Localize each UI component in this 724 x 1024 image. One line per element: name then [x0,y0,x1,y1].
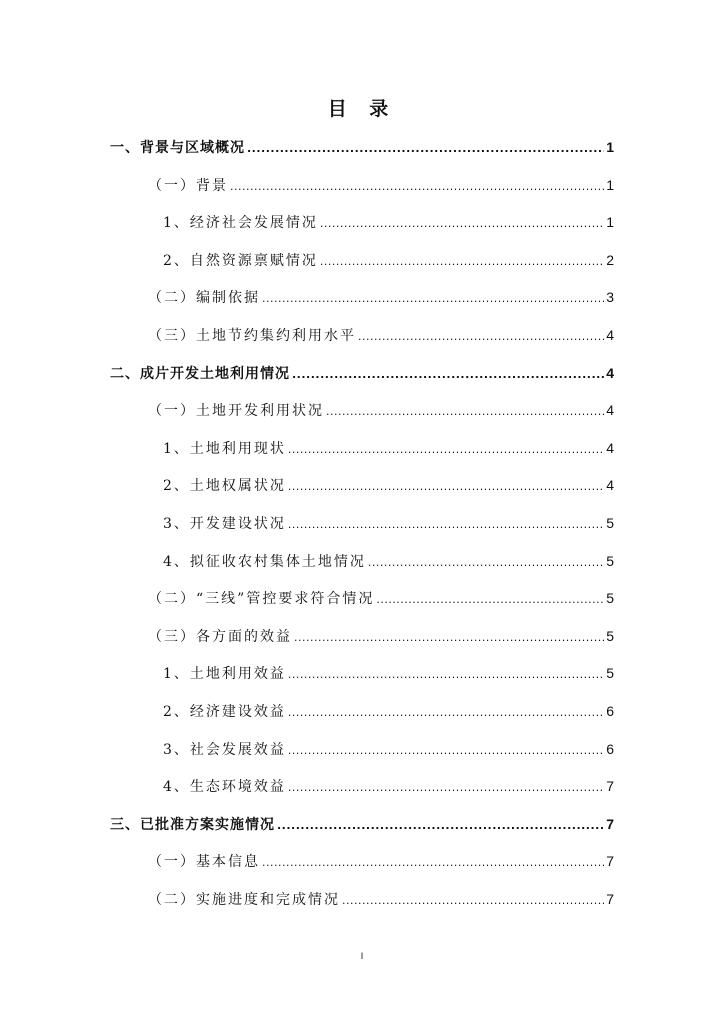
toc-entry-page: 7 [606,853,614,870]
toc-leader-dots [288,741,604,761]
toc-entry-label: 2、土地权属状况 [163,478,286,495]
toc-entry-label: （二）编制依据 [148,290,260,307]
toc-entry-label: （一）土地开发利用状况 [148,403,324,420]
toc-entry-label: 1、土地利用现状 [163,440,286,457]
toc-entry-label: 一、背景与区域概况 [110,140,245,156]
toc-entry-page: 5 [606,552,614,569]
toc-leader-dots [262,853,604,873]
toc-entry-page: 4 [606,477,614,494]
toc-entry-page: 5 [606,590,614,607]
toc-title: 目 录 [327,98,397,120]
toc-entry[interactable] [163,701,614,721]
toc-leader-dots [288,515,604,535]
toc-entry-page: 5 [606,627,614,644]
toc-entry[interactable] [148,287,614,307]
toc-entry-page: 2 [606,251,614,268]
toc-entry-label: 4、拟征收农村集体土地情况 [163,553,366,570]
toc-entry[interactable] [148,626,614,646]
toc-leader-dots [368,553,604,573]
toc-leader-dots [288,440,604,460]
toc-leader-dots [262,289,604,309]
toc-entry-label: （二）“三线”管控要求符合情况 [148,591,375,608]
toc-entry-page: 5 [606,515,614,531]
toc-entry-page: 4 [606,364,614,381]
toc-leader-dots [320,252,604,272]
toc-entry[interactable] [148,889,614,909]
toc-entry-label: 4、生态环境效益 [163,779,286,796]
toc-entry[interactable] [110,814,614,834]
toc-entry[interactable] [163,739,614,759]
toc-entry-page: 7 [606,891,614,907]
toc-leader-dots [288,703,604,723]
toc-entry[interactable] [163,475,614,495]
toc-entry-label: 1、经济社会发展情况 [163,215,318,232]
toc-entry-page: 4 [606,402,614,419]
toc-entry[interactable] [163,513,614,533]
toc-entry-page: 6 [606,740,614,757]
toc-entry-label: （二）实施进度和完成情况 [148,892,340,908]
toc-entry[interactable] [148,400,614,420]
toc-entry[interactable] [148,325,614,345]
toc-entry-page: 4 [606,327,614,343]
toc-entry-label: 2、自然资源禀赋情况 [163,252,318,269]
toc-leader-dots [277,816,604,836]
toc-entry-page: 7 [606,815,614,832]
toc-leader-dots [342,891,604,911]
toc-entry[interactable] [110,363,614,383]
toc-entry[interactable] [163,663,614,683]
toc-entry[interactable] [163,776,614,796]
toc-entry-page: 3 [606,289,614,306]
toc-entry[interactable] [163,438,614,458]
toc-leader-dots [230,177,604,197]
toc-entry-label: 二、成片开发土地利用情况 [110,365,290,382]
toc-leader-dots [376,590,604,610]
toc-entry[interactable] [148,851,614,871]
page-number: I [360,951,364,961]
toc-entry[interactable] [148,588,614,608]
toc-leader-dots [288,477,604,497]
toc-entry-page: 1 [606,176,614,193]
toc-leader-dots [288,778,604,798]
toc-entry-label: （三）土地节约集约利用水平 [148,328,356,344]
toc-entry[interactable] [163,551,614,571]
toc-entry-label: （一）背景 [148,177,228,194]
toc-leader-dots [358,327,604,347]
toc-leader-dots [320,214,604,234]
toc-entry[interactable] [163,212,614,232]
toc-entry-page: 4 [606,439,614,456]
toc-leader-dots [292,365,604,385]
toc-entry-label: 3、社会发展效益 [163,741,286,758]
toc-entry[interactable] [110,137,614,157]
toc-entry-page: 5 [606,665,614,682]
toc-entry[interactable] [148,175,614,195]
toc-entry-page: 1 [606,214,614,231]
toc-entry-label: 1、土地利用效益 [163,666,286,683]
toc-entry-page: 7 [606,778,614,795]
toc-entry-label: （三）各方面的效益 [148,628,292,645]
toc-entry-page: 6 [606,703,614,719]
toc-entry-label: 3、开发建设状况 [163,516,286,532]
toc-leader-dots [326,402,604,422]
toc-entry-label: 三、已批准方案实施情况 [110,816,275,833]
toc-leader-dots [294,628,604,648]
toc-entry[interactable] [163,250,614,270]
toc-entry-label: （一）基本信息 [148,854,260,871]
toc-entry-label: 2、经济建设效益 [163,704,286,720]
toc-leader-dots [247,139,604,159]
toc-leader-dots [288,665,604,685]
toc-entry-page: 1 [606,139,614,155]
